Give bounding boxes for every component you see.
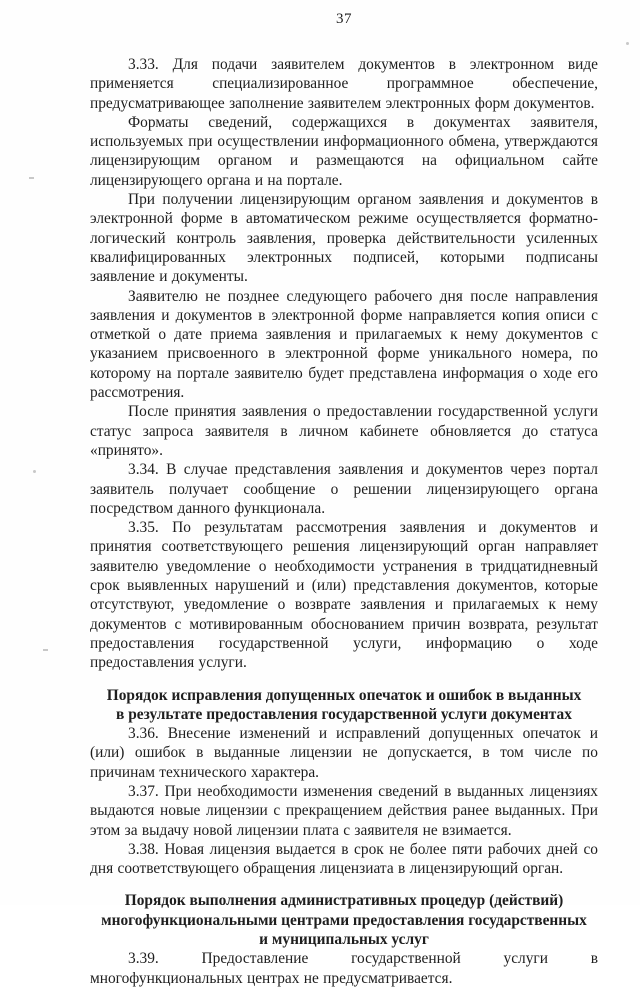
paragraph-status-accepted: После принятия заявления о предоставлении государственной услуги статус запроса заявителя в личном кабинете обновляется до статуса «принято».: [90, 403, 598, 459]
paragraph-format-control: При получении лицензирующим органом заявления и документов в электронной форме в автоматическом режиме осуществляется форматно-логический контроль заявления, проверка действительности усиленных квалифицированных электронных подписей, которыми подписаны заявление и документы.: [90, 191, 598, 286]
section-heading-corrections: [90, 686, 598, 725]
paragraph-3-39: 3.39. Предоставление государственной услуги в многофункциональных центрах не предусматривается.: [90, 950, 598, 987]
text-column: [90, 0, 598, 988]
scan-artifact: [43, 649, 48, 651]
paragraph-3-38: 3.38. Новая лицензия выдается в срок не более пяти рабочих дней со дня соответствующего обращения лицензиата в лицензирующий орган.: [90, 840, 598, 878]
heading-line: Порядок исправления допущенных опечаток и ошибок в выданных: [106, 686, 582, 704]
scan-artifact: [626, 42, 629, 45]
paragraph-3-37: 3.37. При необходимости изменения сведений в выданных лицензиях выдаются новые лицензии с прекращением действия ранее выданных. При этом за выдачу новой лицензии плата с заявителя не взимается.: [90, 782, 598, 839]
paragraph-3-36: 3.36. Внесение изменений и исправлений допущенных опечаток и (или) ошибок в выданные лицензии не допускается, в том числе по причинам технического характера.: [90, 725, 598, 781]
paragraph-3-34: 3.34. В случае представления заявления и документов через портал заявитель получает сообщение о решении лицензирующего органа посредством данного функционала.: [90, 461, 598, 517]
heading-line: Порядок выполнения административных процедур (действий): [124, 892, 564, 910]
section-heading-mfc-procedures: [90, 891, 598, 949]
paragraph-3-35: 3.35. По результатам рассмотрения заявления и документов и принятия соответствующего решения лицензирующий орган направляет заявителю уведомление о необходимости устранения в тридцатидневный срок выявленных нарушений и (или) представления документов, которые отсутствуют, уведомление о возврате заявления и прилагаемых к нему документов с мотивированным обоснованием причин возврата, результат предоставления государственной услуги, информацию о ходе предоставления услуги.: [90, 519, 598, 672]
page-number: 37: [336, 11, 352, 27]
heading-line: многофункциональными центрами предоставления государственных: [101, 911, 587, 929]
scan-artifact: [33, 470, 36, 473]
paragraph-3-33: 3.33. Для подачи заявителем документов в электронном виде применяется специализированное программное обеспечение, предусматривающее заполнение заявителем электронных форм документов.: [90, 56, 598, 112]
scan-artifact: [29, 177, 34, 179]
heading-line: в результате предоставления государственной услуги документах: [116, 705, 572, 723]
heading-line: и муниципальных услуг: [259, 931, 429, 949]
paragraph-copy-of-inventory: Заявителю не позднее следующего рабочего дня после направления заявления и документов в электронной форме направляется копия описи с отметкой о дате приема заявления и прилагаемых к нему документов с указанием присвоенного в электронной форме уникального номера, по которому на портале заявителю будет представлена информация о ходе его рассмотрения.: [90, 287, 598, 402]
paragraph-formats: Форматы сведений, содержащихся в документах заявителя, используемых при осуществлении информационного обмена, утверждаются лицензирующим органом и размещаются на официальном сайте лицензирующего органа и на портале.: [90, 113, 598, 189]
